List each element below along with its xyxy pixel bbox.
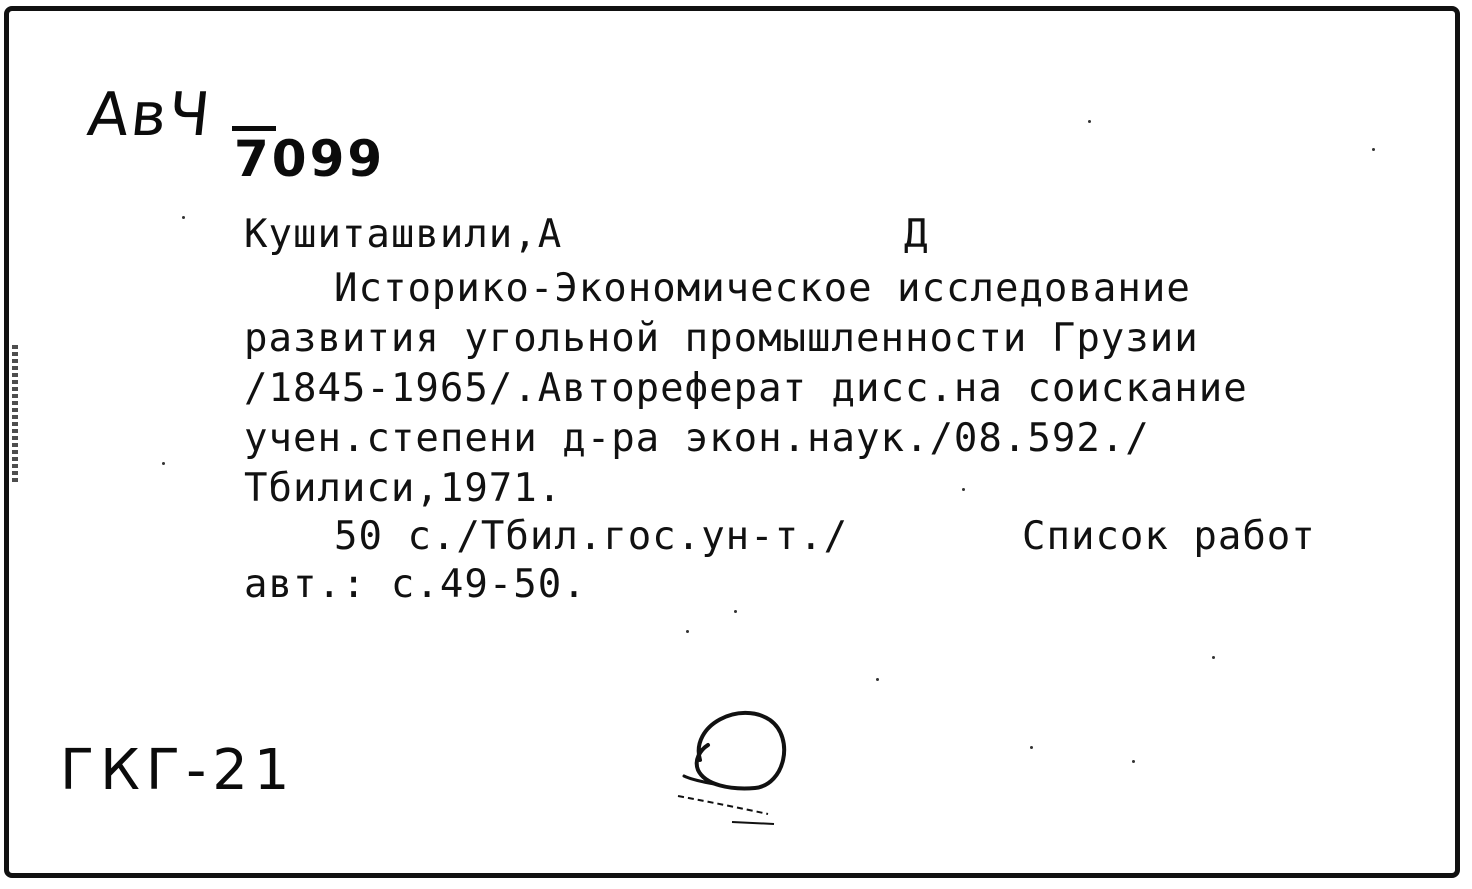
speck	[962, 488, 965, 491]
accession-number: 7099	[234, 130, 386, 188]
speck	[1132, 760, 1135, 763]
title-line-3: /1845-1965/.Автореферат дисс.на соискание	[244, 366, 1248, 411]
speck	[876, 678, 879, 681]
speck	[1372, 148, 1375, 151]
bottom-handwritten-mark: ГКГ-21	[60, 738, 296, 803]
works-list-label: Список работ	[1022, 514, 1316, 559]
title-line-2: развития угольной промышленности Грузии	[244, 316, 1199, 361]
speck	[1212, 656, 1215, 659]
author-initial: Д	[904, 212, 929, 257]
publication-place-year: Тбилиси,1971.	[244, 466, 563, 511]
title-line-4: учен.степени д-ра экон.наук./08.592./	[244, 416, 1150, 461]
speck	[686, 630, 689, 633]
shelfmark-handwritten: АвЧ	[84, 80, 216, 150]
author-name: Кушиташвили,А	[244, 212, 563, 257]
handwritten-circle-mark	[670, 690, 810, 840]
speck	[162, 462, 165, 465]
speck	[734, 610, 737, 613]
works-list-range: авт.: с.49-50.	[244, 562, 587, 607]
speck	[1030, 746, 1033, 749]
speck	[1088, 120, 1091, 123]
pages-publisher: 50 с./Тбил.гос.ун-т./	[334, 514, 849, 559]
edge-scan-mark	[12, 345, 18, 485]
title-line-1: Историко-Экономическое исследование	[334, 266, 1191, 311]
speck	[182, 216, 185, 219]
